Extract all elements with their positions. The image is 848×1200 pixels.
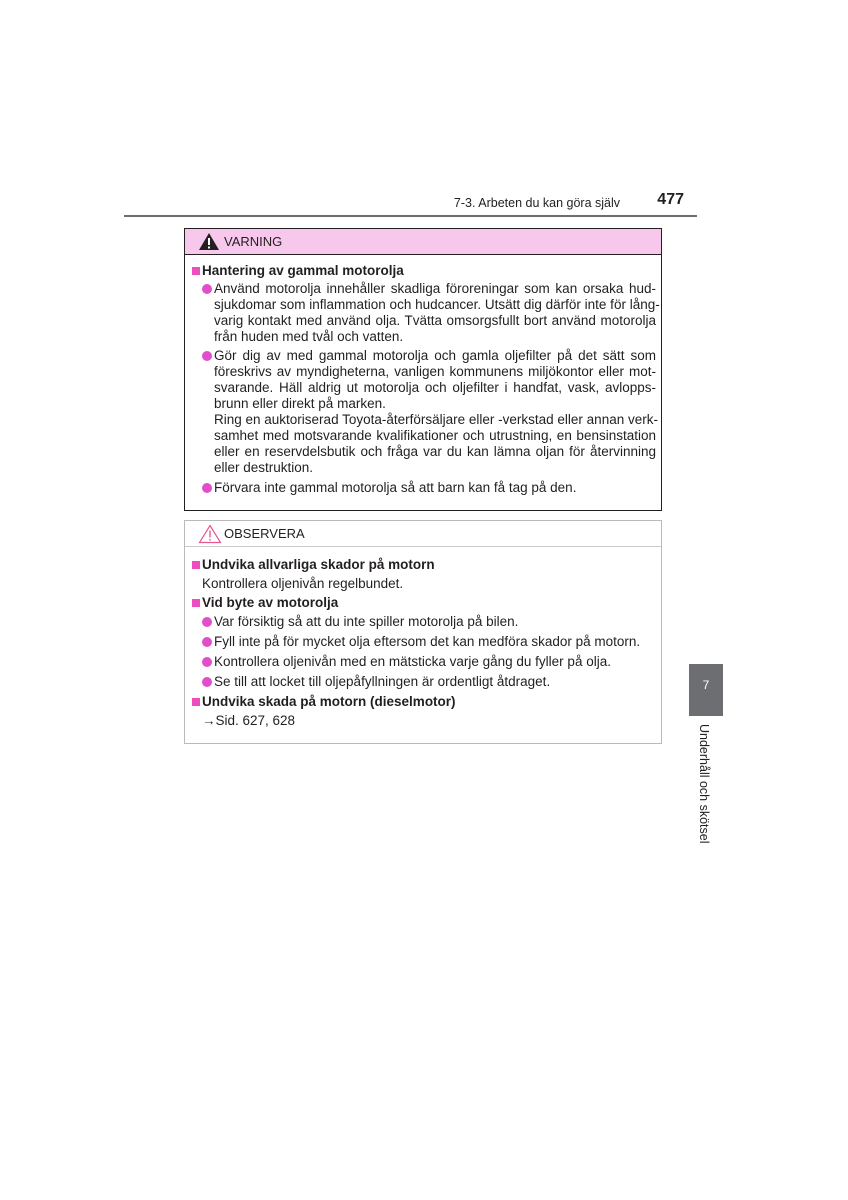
warning-item-2-line-6: samhet med motsvarande kvalifikationer och utrustning, en bensinstation	[214, 428, 656, 443]
caution-heading-3: Undvika skada på motorn (dieselmotor)	[202, 694, 456, 709]
section-title: 7-3. Arbeten du kan göra själv	[453, 196, 620, 210]
warning-item-3-line-1: Förvara inte gammal motorolja så att barn kan få tag på den.	[214, 480, 577, 495]
warning-item-2-line-5: Ring en auktoriserad Toyota-återförsäljare eller -verkstad eller annan verk-	[214, 412, 658, 427]
chapter-tab	[689, 664, 723, 716]
warning-header	[185, 229, 661, 255]
caution-box	[184, 520, 662, 744]
warning-item-1-line-4: från huden med tvål och vatten.	[214, 329, 404, 344]
warning-item-2-line-7: eller en reservdelsbutik och fråga var du kan lämna oljan för återvinning	[214, 444, 656, 459]
square-bullet-icon	[192, 698, 200, 706]
caution-text-1: Kontrollera oljenivån regelbundet.	[202, 576, 404, 591]
square-bullet-icon	[192, 267, 200, 275]
header-divider	[124, 215, 697, 217]
warning-box	[184, 228, 662, 511]
chapter-number: 7	[702, 678, 710, 692]
caution-triangle-icon	[198, 524, 222, 544]
round-bullet-icon	[202, 657, 212, 667]
warning-heading: Hantering av gammal motorolja	[202, 263, 404, 278]
caution-header	[185, 521, 661, 547]
caution-bullet-4: Se till att locket till oljepåfyllningen är ordentligt åtdraget.	[214, 674, 551, 689]
warning-item-2-line-3: svarande. Häll aldrig ut motorolja och oljefilter i handfat, vask, avlopps-	[214, 380, 656, 395]
square-bullet-icon	[192, 561, 200, 569]
warning-item-1-line-1: Använd motorolja innehåller skadliga föroreningar som kan orsaka hud-	[214, 281, 656, 296]
warning-item-2-line-1: Gör dig av med gammal motorolja och gamla oljefilter på det sätt som	[214, 348, 656, 363]
caution-heading-1: Undvika allvarliga skador på motorn	[202, 557, 435, 572]
warning-item-1-line-3: varig kontakt med använd olja. Tvätta omsorgsfullt bort använd motorolja	[214, 313, 656, 328]
round-bullet-icon	[202, 617, 212, 627]
caution-bullet-1: Var försiktig så att du inte spiller motorolja på bilen.	[214, 614, 519, 629]
warning-label: VARNING	[224, 234, 283, 249]
warning-item-2-line-4: brunn eller direkt på marken.	[214, 396, 386, 411]
caution-bullet-2: Fyll inte på för mycket olja eftersom det kan medföra skador på motorn.	[214, 634, 641, 649]
chapter-label: Underhåll och skötsel	[697, 724, 711, 844]
warning-item-1-line-2: sjukdomar som inflammation och hudcancer. Utsätt dig därför inte för lång-	[214, 297, 660, 312]
warning-item-2-line-2: föreskrivs av myndigheterna, vanligen kommunens miljökontor eller mot-	[214, 364, 656, 379]
round-bullet-icon	[202, 284, 212, 294]
page-number: 477	[657, 191, 684, 208]
round-bullet-icon	[202, 483, 212, 493]
warning-item-2-line-8: eller destruktion.	[214, 460, 314, 475]
round-bullet-icon	[202, 637, 212, 647]
round-bullet-icon	[202, 351, 212, 361]
square-bullet-icon	[192, 599, 200, 607]
caution-bullet-3: Kontrollera oljenivån med en mätsticka varje gång du fyller på olja.	[214, 654, 611, 669]
warning-triangle-icon	[198, 232, 220, 251]
round-bullet-icon	[202, 677, 212, 687]
caution-label: OBSERVERA	[224, 526, 305, 541]
caution-heading-2: Vid byte av motorolja	[202, 595, 339, 610]
caution-text-3: →Sid. 627, 628	[202, 713, 296, 728]
